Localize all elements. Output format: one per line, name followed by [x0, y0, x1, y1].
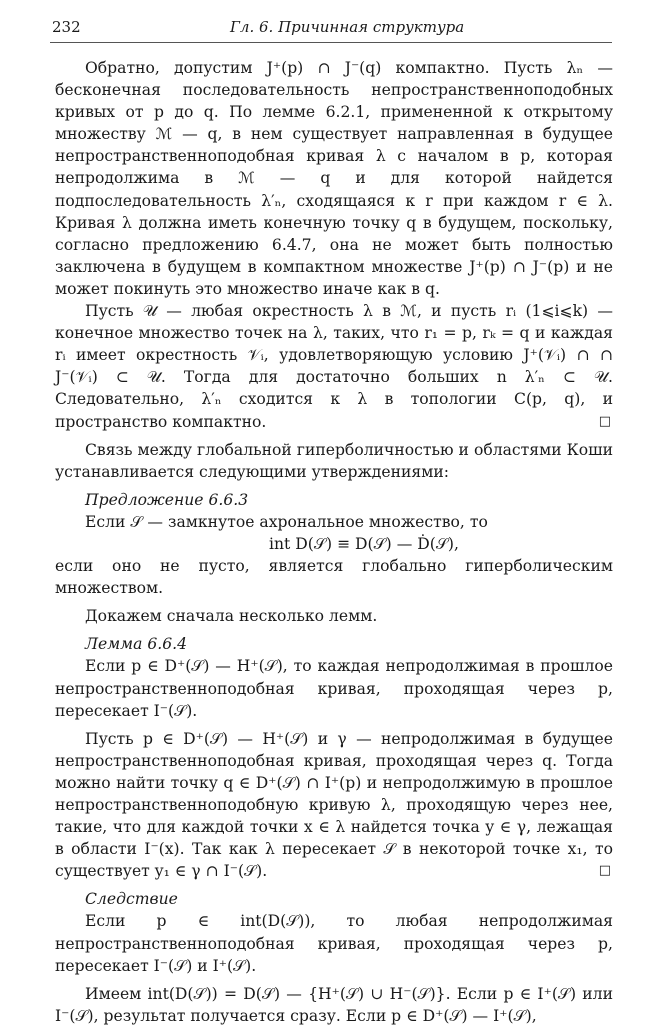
page-header [50, 16, 612, 43]
lemma-proof-text: Пусть p ∈ D⁺(𝒮) — H⁺(𝒮) и γ — непродолжимая в будущее непространственноподобная кривая, проходящая через q. Тогда можно найти точку q ∈ D⁺(𝒮) ∩ I⁺(p) и непродолжимую в прошлое непространственноподобную кривую λ, проходящую через нее, такие, что для каждой точки x ∈ λ найдется точка y ∈ γ, лежащая в области I⁻(x). Так как λ пересекает 𝒮 в некоторой точке x₁, то существует y₁ ∈ γ ∩ I⁻(𝒮). [55, 729, 613, 881]
page-number: 232 [52, 18, 81, 36]
page-body [55, 57, 613, 1027]
paragraph-proof-continuation: Обратно, допустим J⁺(p) ∩ J⁻(q) компактно. Пусть λₙ — бесконечная последовательность непространственноподобных кривых от p до q. По лемме 6.2.1, примененной к открытому множеству ℳ — q, в нем существует направленная в будущее непространственноподобная кривая λ с началом в p, которая непродолжима в ℳ — q и для которой найдется подпоследовательность λ′ₙ, сходящаяся к r при каждом r ∈ λ. Кривая λ должна иметь конечную точку q в будущем, поскольку, согласно предложению 6.4.7, она не может быть полностью заключена в будущем в компактном множестве J⁺(p) ∩ J⁻(p) и не может покинуть это множество иначе как в q. [55, 59, 613, 298]
lemma-proof [55, 728, 613, 883]
lemma-statement: Если p ∈ D⁺(𝒮) — H⁺(𝒮), то каждая непродолжимая в прошлое непространственноподобная кривая, проходящая через p, пересекает I⁻(𝒮). [55, 657, 613, 720]
running-title: Гл. 6. Причинная структура [230, 18, 465, 36]
paragraph-lemmas-intro: Докажем сначала несколько лемм. [85, 607, 378, 626]
paragraph-neighbourhood [55, 300, 613, 433]
proposition-title: Предложение 6.6.3 [85, 490, 249, 509]
qed-mark: □ [598, 863, 611, 879]
qed-mark: □ [598, 413, 611, 429]
corollary-title: Следствие [85, 890, 178, 909]
paragraph-neighbourhood-text: Пусть 𝒰 — любая окрестность λ в ℳ, и пусть rᵢ (1⩽i⩽k) — конечное множество точек на λ, таких, что r₁ = p, rₖ = q и каждая rᵢ имеет окрестность 𝒱ᵢ, удовлетворяющую условию J⁺(𝒱ᵢ) ∩ ∩ J⁻(𝒱ᵢ) ⊂ 𝒰. Тогда для достаточно больших n λ′ₙ ⊂ 𝒰. Следовательно, λ′ₙ сходится к λ в топологии C(p, q), и пространство компактно. [55, 302, 613, 431]
lemma-title: Лемма 6.6.4 [85, 635, 188, 654]
proposition-formula: int D(𝒮) ≡ D(𝒮) — Ḋ(𝒮), [269, 534, 459, 553]
corollary-statement: Если p ∈ int(D(𝒮)), то любая непродолжимая непространственноподобная кривая, проходящая через p, пересекает I⁻(𝒮) и I⁺(𝒮). [55, 912, 613, 975]
paragraph-cauchy-link: Связь между глобальной гиперболичностью и областями Коши устанавливается следующими утверждениями: [55, 440, 613, 481]
proposition-conclusion: если оно не пусто, является глобально гиперболическим множеством. [55, 557, 613, 598]
proposition-statement: Если 𝒮 — замкнутое ахрональное множество, то [85, 512, 488, 531]
corollary-proof: Имеем int(D(𝒮)) = D(𝒮) — {H⁺(𝒮) ∪ H⁻(𝒮)}. Если p ∈ I⁺(𝒮) или I⁻(𝒮), результат получается сразу. Если p ∈ D⁺(𝒮) — I⁺(𝒮), [55, 984, 613, 1025]
